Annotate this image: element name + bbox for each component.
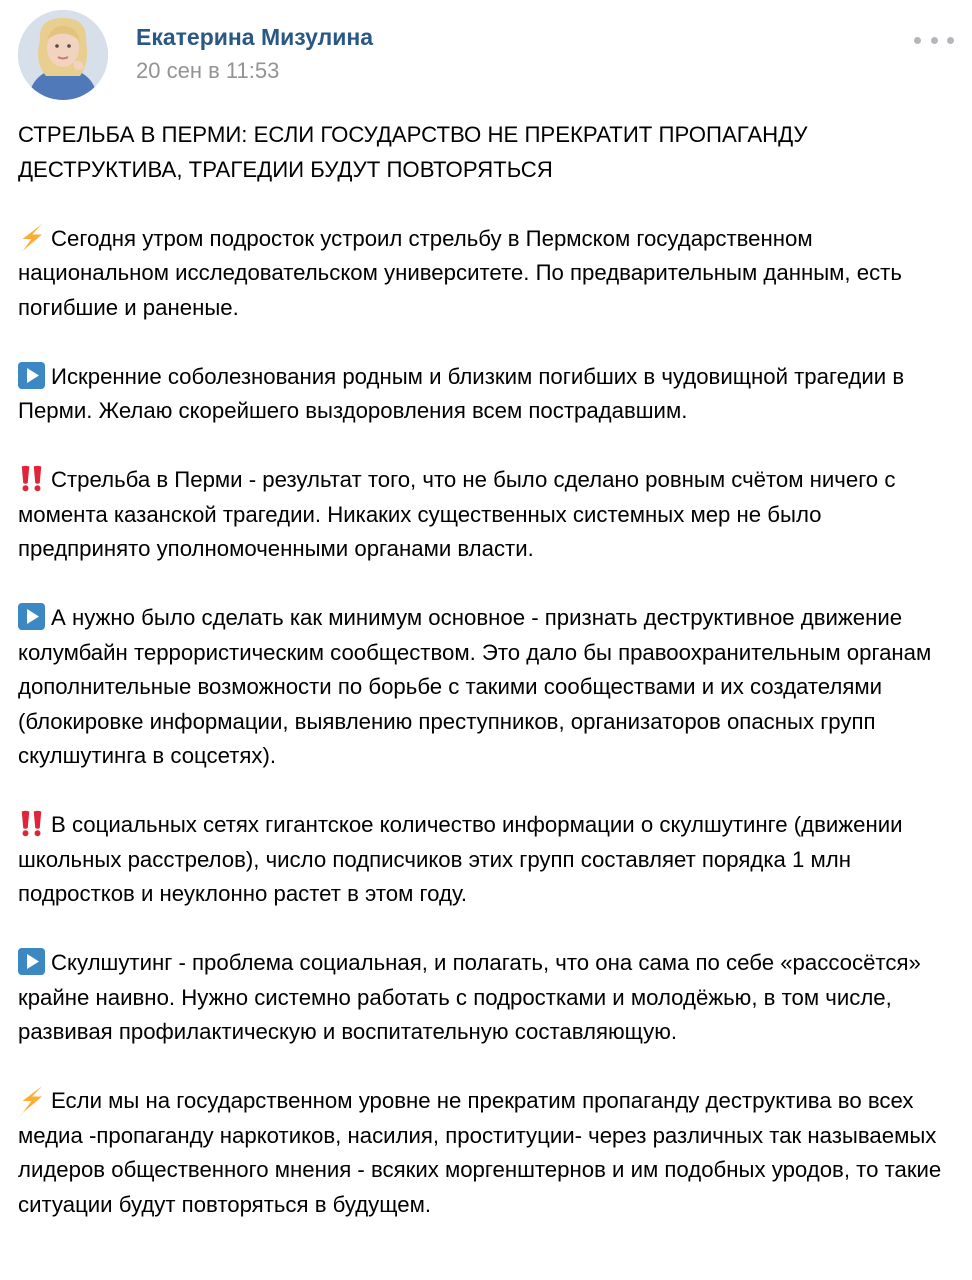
paragraph-text: Искренние соболезнования родным и близким погибших в чудовищной трагедии в Перми. Желаю скорейшего выздоровления всем пострадавшим. <box>18 363 905 423</box>
post-date[interactable]: 20 сен в 11:53 <box>136 58 280 83</box>
post-paragraph <box>18 601 948 774</box>
author-avatar[interactable] <box>18 10 108 100</box>
paragraph-text: А нужно было сделать как минимум основное - признать деструктивное движение колумбайн террористическим сообществом. Это дало бы правоохранительным органам дополнительные возможности по борьбе с такими сообществами и их создателями (блокировке информации, выявлению преступников, организаторов опасных групп скулшутинга в соцсетях). <box>18 605 932 768</box>
post-text <box>18 118 948 1257</box>
paragraph-text: Скулшутинг - проблема социальная, и полагать, что она сама по себе «рассосётся» крайне наивно. Нужно системно работать с подростками и молодёжью, в том числе, развивая профилактическую и воспитательную составляющую. <box>18 950 921 1044</box>
more-dot-icon <box>947 37 954 44</box>
paragraph-text: Сегодня утром подросток устроил стрельбу в Пермском государственном национальном исследовательском университете. По предварительным данным, есть погибшие и раненые. <box>18 225 902 320</box>
play-button-icon <box>18 603 45 630</box>
post-title: СТРЕЛЬБА В ПЕРМИ: ЕСЛИ ГОСУДАРСТВО НЕ ПРЕКРАТИТ ПРОПАГАНДУ ДЕСТРУКТИВА, ТРАГЕДИИ БУДУТ ПОВТОРЯТЬСЯ <box>18 122 808 182</box>
post-paragraph <box>18 808 948 912</box>
post-paragraph <box>18 463 948 567</box>
paragraph-text: В социальных сетях гигантское количество информации о скулшутинге (движении школьных расстрелов), число подписчиков этих групп составляет порядка 1 млн подростков и неуклонно растет в этом году. <box>18 812 903 906</box>
more-options-button[interactable] <box>914 32 954 48</box>
lightning-icon <box>18 1086 45 1113</box>
more-dot-icon <box>914 37 921 44</box>
post-paragraph <box>18 360 948 429</box>
author-name-link[interactable]: Екатерина Мизулина <box>136 24 374 50</box>
more-dot-icon <box>931 37 938 44</box>
double-exclamation-icon <box>18 810 45 837</box>
play-button-icon <box>18 948 45 975</box>
double-exclamation-icon <box>18 465 45 492</box>
post-paragraph <box>18 946 948 1050</box>
paragraph-text: Стрельба в Перми - результат того, что не было сделано ровным счётом ничего с момента казанской трагедии. Никаких существенных системных мер не было предпринято уполномоченными органами власти. <box>18 467 896 561</box>
post-header <box>18 10 954 102</box>
post-paragraph <box>18 1084 948 1222</box>
paragraph-text: Если мы на государственном уровне не прекратим пропаганду деструктива во всех медиа -пропаганду наркотиков, насилия, проституции- через различных так называемых лидеров общественного мнения - всяких моргенштернов и им подобных уродов, то такие ситуации будут повторяться в будущем. <box>18 1088 942 1217</box>
play-button-icon <box>18 362 45 389</box>
lightning-icon <box>18 224 45 251</box>
post-paragraph <box>18 222 948 326</box>
